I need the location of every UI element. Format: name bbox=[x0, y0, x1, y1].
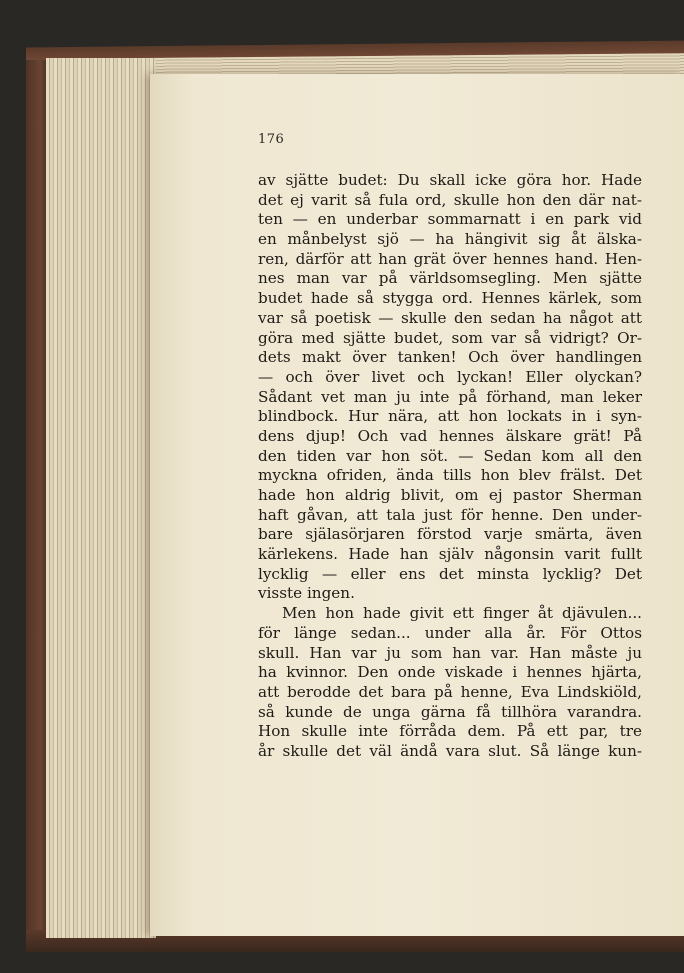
text-line: att berodde det bara på henne, Eva Lindskiöld, bbox=[258, 682, 642, 701]
text-line: skull. Han var ju som han var. Han måste ju bbox=[258, 643, 642, 662]
text-line: bare själasörjaren förstod varje smärta, även bbox=[258, 525, 642, 544]
page-stack-side-edges bbox=[46, 58, 156, 938]
text-line: — och över livet och lyckan! Eller olyckan? bbox=[258, 367, 642, 386]
text-line: så kunde de unga gärna få tillhöra varandra. bbox=[258, 702, 642, 721]
text-line: år skulle det väl ändå vara slut. Så länge kun- bbox=[258, 741, 642, 760]
text-line: myckna ofriden, ända tills hon blev frälst. Det bbox=[258, 466, 642, 485]
text-line: ren, därför att han grät över hennes hand. Hen- bbox=[258, 249, 642, 268]
text-line: göra med sjätte budet, som var så vidrigt? Or- bbox=[258, 328, 642, 347]
text-line: det ej varit så fula ord, skulle hon den där nat- bbox=[258, 190, 642, 209]
text-line: var så poetisk — skulle den sedan ha något att bbox=[258, 308, 642, 327]
text-line: blindbock. Hur nära, att hon lockats in i syn- bbox=[258, 407, 642, 426]
text-line: dets makt över tanken! Och över handlingen bbox=[258, 348, 642, 367]
text-line: budet hade så stygga ord. Hennes kärlek, som bbox=[258, 289, 642, 308]
text-line: Hon skulle inte förråda dem. På ett par, tre bbox=[258, 722, 642, 741]
text-line: en månbelyst sjö — ha hängivit sig åt älska- bbox=[258, 230, 642, 249]
text-line: nes man var på världsomsegling. Men sjätte bbox=[258, 269, 642, 288]
text-line: hade hon aldrig blivit, om ej pastor Sherman bbox=[258, 486, 642, 504]
page-number: 176 bbox=[258, 132, 285, 147]
text-line: av sjätte budet: Du skall icke göra hor. Hade bbox=[258, 171, 642, 189]
page-body-text bbox=[258, 171, 642, 762]
text-line: visste ingen. bbox=[258, 584, 355, 603]
text-line: haft gåvan, att tala just för henne. Den under- bbox=[258, 505, 642, 524]
text-line: den tiden var hon söt. — Sedan kom all den bbox=[258, 446, 642, 465]
text-line: Men hon hade givit ett finger åt djävulen... bbox=[282, 604, 642, 623]
text-line: kärlekens. Hade han själv någonsin varit fullt bbox=[258, 545, 642, 564]
text-line: ten — en underbar sommarnatt i en park vid bbox=[258, 210, 642, 229]
text-line: ha kvinnor. Den onde viskade i hennes hjärta, bbox=[258, 663, 642, 682]
text-line: för länge sedan... under alla år. För Ottos bbox=[258, 623, 642, 642]
text-line: lycklig — eller ens det minsta lycklig? Det bbox=[258, 564, 642, 583]
text-line: dens djup! Och vad hennes älskare grät! På bbox=[258, 426, 642, 445]
text-line: Sådant vet man ju inte på förhand, man leker bbox=[258, 387, 642, 406]
